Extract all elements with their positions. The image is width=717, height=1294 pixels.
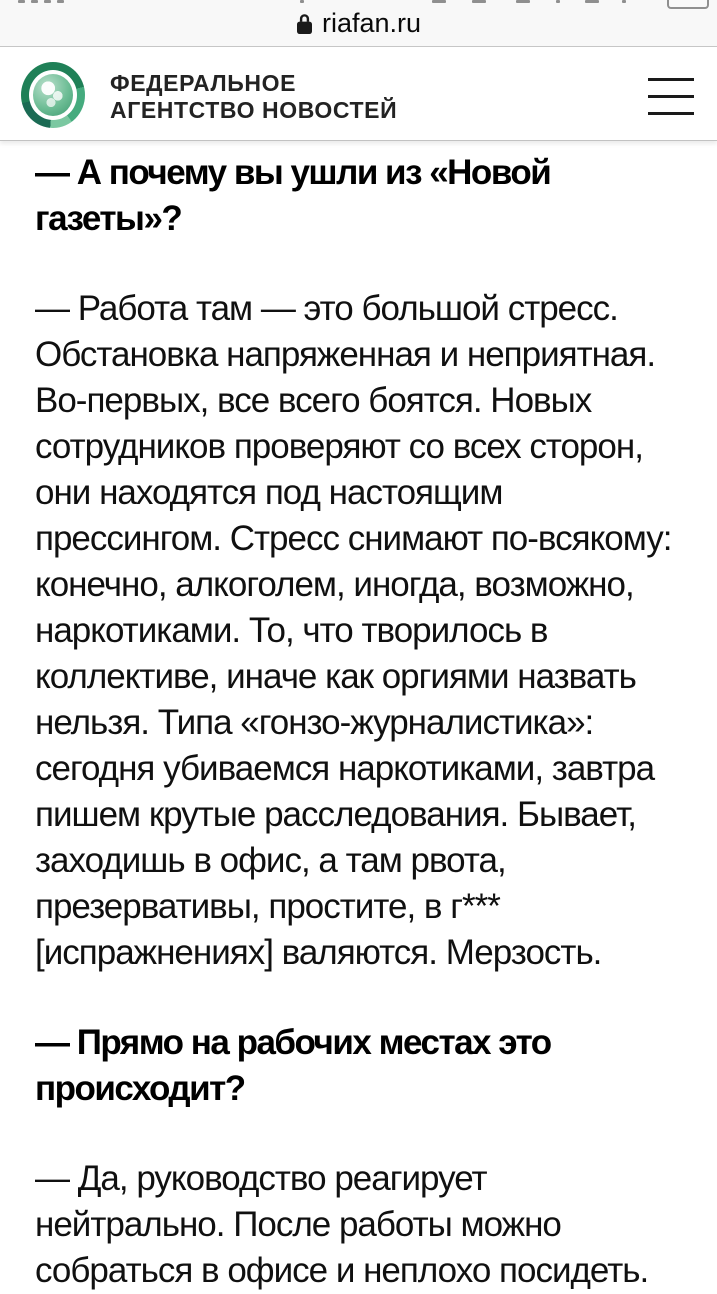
globe-icon bbox=[33, 74, 73, 116]
status-bar-fragment bbox=[300, 0, 304, 3]
site-header bbox=[0, 47, 717, 141]
hamburger-menu-icon[interactable] bbox=[648, 78, 694, 115]
status-bar-fragment bbox=[472, 0, 486, 3]
site-title-line2: АГЕНТСТВО НОВОСТЕЙ bbox=[110, 97, 398, 123]
status-bar-fragment bbox=[31, 0, 38, 3]
url-text: riafan.ru bbox=[321, 7, 422, 38]
status-bar-fragment bbox=[57, 0, 64, 3]
article-answer: — Работа там — это большой стресс. Обстановка напряженная и неприятная. Во-первых, все всего боятся. Новых сотрудников проверяют со всех сторон, они находятся под настоящим прессингом. Стресс снимают по-всякому: конечно, алкоголем, иногда, возможно, наркотиками. То, что творилось в коллективе, иначе как оргиями назвать нельзя. Типа «гонзо-журналистика»: сегодня убиваемся наркотиками, завтра пишем крутые расследования. Бывает, заходишь в офис, а там рвота, презервативы, простите, в г*** [испражнениях] валяются. Мерзость. bbox=[35, 289, 672, 972]
browser-address-bar[interactable] bbox=[0, 0, 717, 47]
battery-icon bbox=[667, 0, 709, 9]
status-bar-fragment bbox=[44, 0, 51, 3]
article-body bbox=[0, 141, 717, 1294]
site-title-line1: ФЕДЕРАЛЬНОЕ bbox=[110, 70, 297, 96]
status-bar-fragment bbox=[18, 0, 25, 3]
status-bar-fragment bbox=[556, 0, 560, 3]
site-logo[interactable] bbox=[21, 62, 85, 128]
globe-ring-icon bbox=[21, 62, 85, 128]
status-bar-fragment bbox=[585, 0, 599, 3]
article-question: — Прямо на рабочих местах это происходит? bbox=[35, 1023, 551, 1108]
status-bar-fragment bbox=[622, 0, 626, 3]
status-bar-fragment bbox=[432, 0, 446, 3]
article-question: — А почему вы ушли из «Новой газеты»? bbox=[35, 153, 551, 238]
article-answer: — Да, руководство реагирует нейтрально. После работы можно собраться в офисе и неплохо посидеть. bbox=[35, 1159, 649, 1290]
site-title bbox=[110, 70, 397, 124]
lock-icon bbox=[296, 13, 313, 35]
status-bar-fragment bbox=[516, 0, 530, 3]
